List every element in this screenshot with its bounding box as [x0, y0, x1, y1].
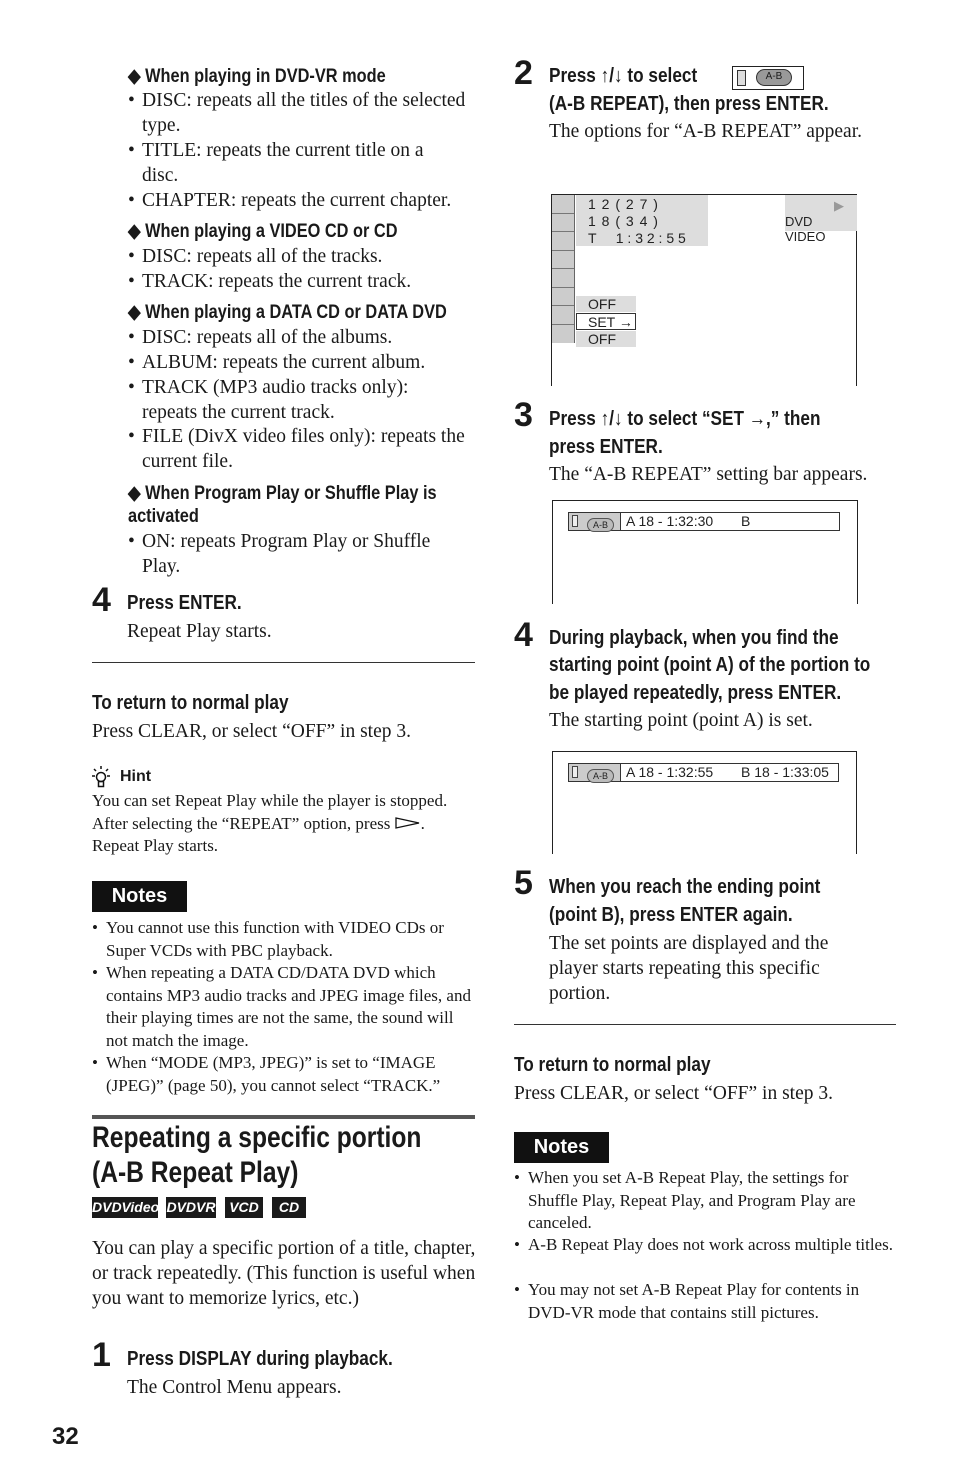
section-title-line: Repeating a specific portion — [92, 1121, 422, 1154]
note-item: • A-B Repeat Play does not work across multiple titles. — [514, 1234, 899, 1257]
section-title — [92, 1120, 421, 1190]
subheading-data-text: When playing a DATA CD or DATA DVD — [145, 302, 447, 323]
subheading-vcd: ◆ When playing a VIDEO CD or CD — [128, 221, 398, 242]
notes-badge: Notes — [92, 881, 187, 912]
note-item: • When repeating a DATA CD/DATA DVD which contains MP3 audio tracks and JPEG image files, and their playing times are not the same, the sound will not match the image. — [92, 962, 477, 1052]
step-text: The options for “A-B REPEAT” appear. — [549, 121, 863, 142]
setting-bar — [568, 763, 839, 782]
return-title: To return to normal play — [92, 692, 289, 714]
option-off[interactable]: OFF — [588, 296, 616, 312]
disc-badge-dvdvideo: DVDVideo — [92, 1197, 158, 1218]
page-number: 32 — [52, 1423, 79, 1450]
return-text: Press CLEAR, or select “OFF” in step 3. — [514, 1083, 834, 1104]
point-b: B 18 - 1:33:05 — [741, 764, 829, 780]
note-item: • When “MODE (MP3, JPEG)” is set to “IMAGE (JPEG)” (page 50), you cannot select “TRACK.” — [92, 1052, 477, 1097]
ab-icon: A-B — [756, 69, 792, 86]
step-text: The “A-B REPEAT” setting bar appears. — [549, 464, 868, 485]
step-title: (A-B REPEAT), then press ENTER. — [549, 93, 829, 115]
step-text: The Control Menu appears. — [127, 1377, 342, 1398]
list-item-text: TRACK (MP3 audio tracks only): repeats the current track. — [142, 377, 409, 423]
disc-badge-vcd: VCD — [225, 1197, 263, 1218]
page-icon — [572, 515, 578, 527]
list-item: • TITLE: repeats the current title on a disc. — [128, 138, 463, 188]
note-item: • You cannot use this function with VIDEO CDs or Super VCDs with PBC playback. — [92, 917, 477, 962]
point-a: A 18 - 1:32:55 — [626, 764, 714, 780]
list-item: • DISC: repeats all the titles of the selected type. — [128, 88, 478, 138]
point-a: A 18 - 1:32:30 — [626, 513, 714, 529]
hint-line: You can set Repeat Play while the player is stopped. — [92, 791, 448, 810]
hint-line-text: After selecting the “REPEAT” option, press — [92, 813, 391, 833]
divider — [514, 1024, 896, 1025]
list-item: • ALBUM: repeats the current album. — [128, 350, 488, 375]
list-item-text: TITLE: repeats the current title on a disc. — [142, 140, 424, 186]
list-item: • CHAPTER: repeats the current chapter. — [128, 188, 488, 213]
note-text: You cannot use this function with VIDEO CDs or Super VCDs with PBC playback. — [106, 918, 444, 960]
step-title: Press DISPLAY during playback. — [127, 1348, 393, 1370]
list-item-text: DISC: repeats all the titles of the selected type. — [142, 90, 466, 136]
step-text: Repeat Play starts. — [127, 621, 272, 642]
list-item-text: TRACK: repeats the current track. — [142, 271, 412, 292]
step-number: 3 — [514, 396, 533, 434]
list-item: • FILE (DivX video files only): repeats the current file. — [128, 424, 478, 474]
list-item-text: ALBUM: repeats the current album. — [142, 352, 426, 373]
note-text: When “MODE (MP3, JPEG)” is set to “IMAGE (JPEG)” (page 50), you cannot select “TRACK.” — [106, 1053, 441, 1095]
list-item: • TRACK (MP3 audio tracks only): repeats the current track. — [128, 375, 453, 425]
note-text: A-B Repeat Play does not work across multiple titles. — [528, 1235, 893, 1254]
ab-repeat-icon — [732, 66, 804, 90]
lightbulb-icon — [92, 766, 110, 788]
step-number: 1 — [92, 1336, 111, 1374]
step-number: 2 — [514, 54, 533, 92]
ab-icon-label: A-B — [587, 518, 614, 532]
hint-line: Repeat Play starts. — [92, 836, 219, 855]
setting-bar-display — [552, 500, 858, 604]
step-title: Press ↑/↓ to select — [549, 65, 698, 87]
play-arrow-icon — [395, 817, 421, 829]
note-item: • You may not set A-B Repeat Play for contents in DVD-VR mode that contains still pictures. — [514, 1279, 899, 1324]
step-title: Press ENTER. — [127, 592, 242, 614]
title-readout: 1 2 ( 2 7 ) — [588, 196, 659, 212]
list-item-text: CHAPTER: repeats the current chapter. — [142, 190, 452, 211]
control-menu-display — [551, 194, 857, 386]
step-title: When you reach the ending point — [549, 876, 821, 898]
note-text: You may not set A-B Repeat Play for contents in DVD-VR mode that contains still pictures. — [528, 1280, 860, 1322]
notes-badge: Notes — [514, 1132, 609, 1163]
list-item: • TRACK: repeats the current track. — [128, 269, 488, 294]
list-item-text: DISC: repeats all of the albums. — [142, 327, 393, 348]
section-rule — [92, 1115, 475, 1119]
return-title: To return to normal play — [514, 1054, 711, 1076]
hint-text — [92, 790, 482, 858]
subheading-program: ◆ When Program Play or Shuffle Play is activated — [128, 483, 437, 527]
page-icon — [737, 70, 746, 86]
subheading-program-text: When Program Play or Shuffle Play is activated — [128, 483, 437, 527]
return-text: Press CLEAR, or select “OFF” in step 3. — [92, 721, 412, 742]
note-text: When repeating a DATA CD/DATA DVD which contains MP3 audio tracks and JPEG image files, and their playing times are not the same, the sound will not match the image. — [106, 963, 471, 1050]
subheading-dvdvr-text: When playing in DVD-VR mode — [145, 66, 386, 87]
step-title: During playback, when you find the — [549, 627, 839, 649]
list-item-text: ON: repeats Program Play or Shuffle Play. — [142, 531, 431, 577]
list-item-text: FILE (DivX video files only): repeats the current file. — [142, 426, 465, 472]
option-off[interactable]: OFF — [588, 331, 616, 347]
step-title: be played repeatedly, press ENTER. — [549, 682, 842, 704]
ab-icon — [587, 766, 614, 784]
hint-line: After selecting the “REPEAT” option, press . — [92, 813, 425, 833]
chapter-readout: 1 8 ( 3 4 ) — [588, 213, 659, 229]
setting-bar-display — [552, 751, 857, 854]
disc-badge-cd: CD — [272, 1197, 306, 1218]
disc-badge-dvdvr: DVDVR — [166, 1197, 216, 1218]
step-text: The set points are displayed and the player starts repeating this specific portion. — [549, 933, 829, 1004]
note-text: When you set A-B Repeat Play, the settings for Shuffle Play, Repeat Play, and Program Play are canceled. — [528, 1168, 856, 1232]
step-text: The starting point (point A) is set. — [549, 710, 813, 731]
ab-icon-label: A-B — [587, 769, 614, 783]
time-readout: T 1 : 3 2 : 5 5 — [588, 230, 686, 246]
list-item: • DISC: repeats all of the albums. — [128, 325, 488, 350]
step-title: (point B), press ENTER again. — [549, 904, 793, 926]
step-number: 4 — [92, 581, 111, 619]
step-number: 4 — [514, 616, 533, 654]
section-title-line: (A-B Repeat Play) — [92, 1156, 299, 1189]
subheading-vcd-text: When playing a VIDEO CD or CD — [145, 221, 398, 242]
option-set[interactable]: SET → — [588, 314, 633, 330]
note-item: • When you set A-B Repeat Play, the settings for Shuffle Play, Repeat Play, and Program Play are canceled. — [514, 1167, 899, 1235]
ab-icon — [587, 515, 614, 533]
subheading-dvdvr: ◆ When playing in DVD-VR mode — [128, 66, 386, 87]
step-title: Press ↑/↓ to select “SET →,” then — [549, 408, 821, 430]
disc-type: DVD VIDEO — [785, 214, 826, 244]
hint-label: Hint — [120, 768, 152, 785]
step-number: 5 — [514, 864, 533, 902]
play-icon: ▶ — [834, 198, 844, 213]
setting-bar — [568, 512, 840, 531]
section-intro: You can play a specific portion of a title, chapter, or track repeatedly. (This function is useful when you want to memorize lyrics, etc.) — [92, 1238, 476, 1309]
list-item: • DISC: repeats all of the tracks. — [128, 244, 488, 269]
subheading-data: ◆ When playing a DATA CD or DATA DVD — [128, 302, 447, 323]
menu-icon-column — [552, 195, 575, 343]
point-b: B — [741, 513, 751, 529]
list-item-text: DISC: repeats all of the tracks. — [142, 246, 383, 267]
page-icon — [572, 766, 578, 778]
step-title: starting point (point A) of the portion to — [549, 654, 871, 676]
step-title: press ENTER. — [549, 436, 663, 458]
divider — [92, 662, 475, 663]
list-item: • ON: repeats Program Play or Shuffle Play. — [128, 529, 473, 579]
